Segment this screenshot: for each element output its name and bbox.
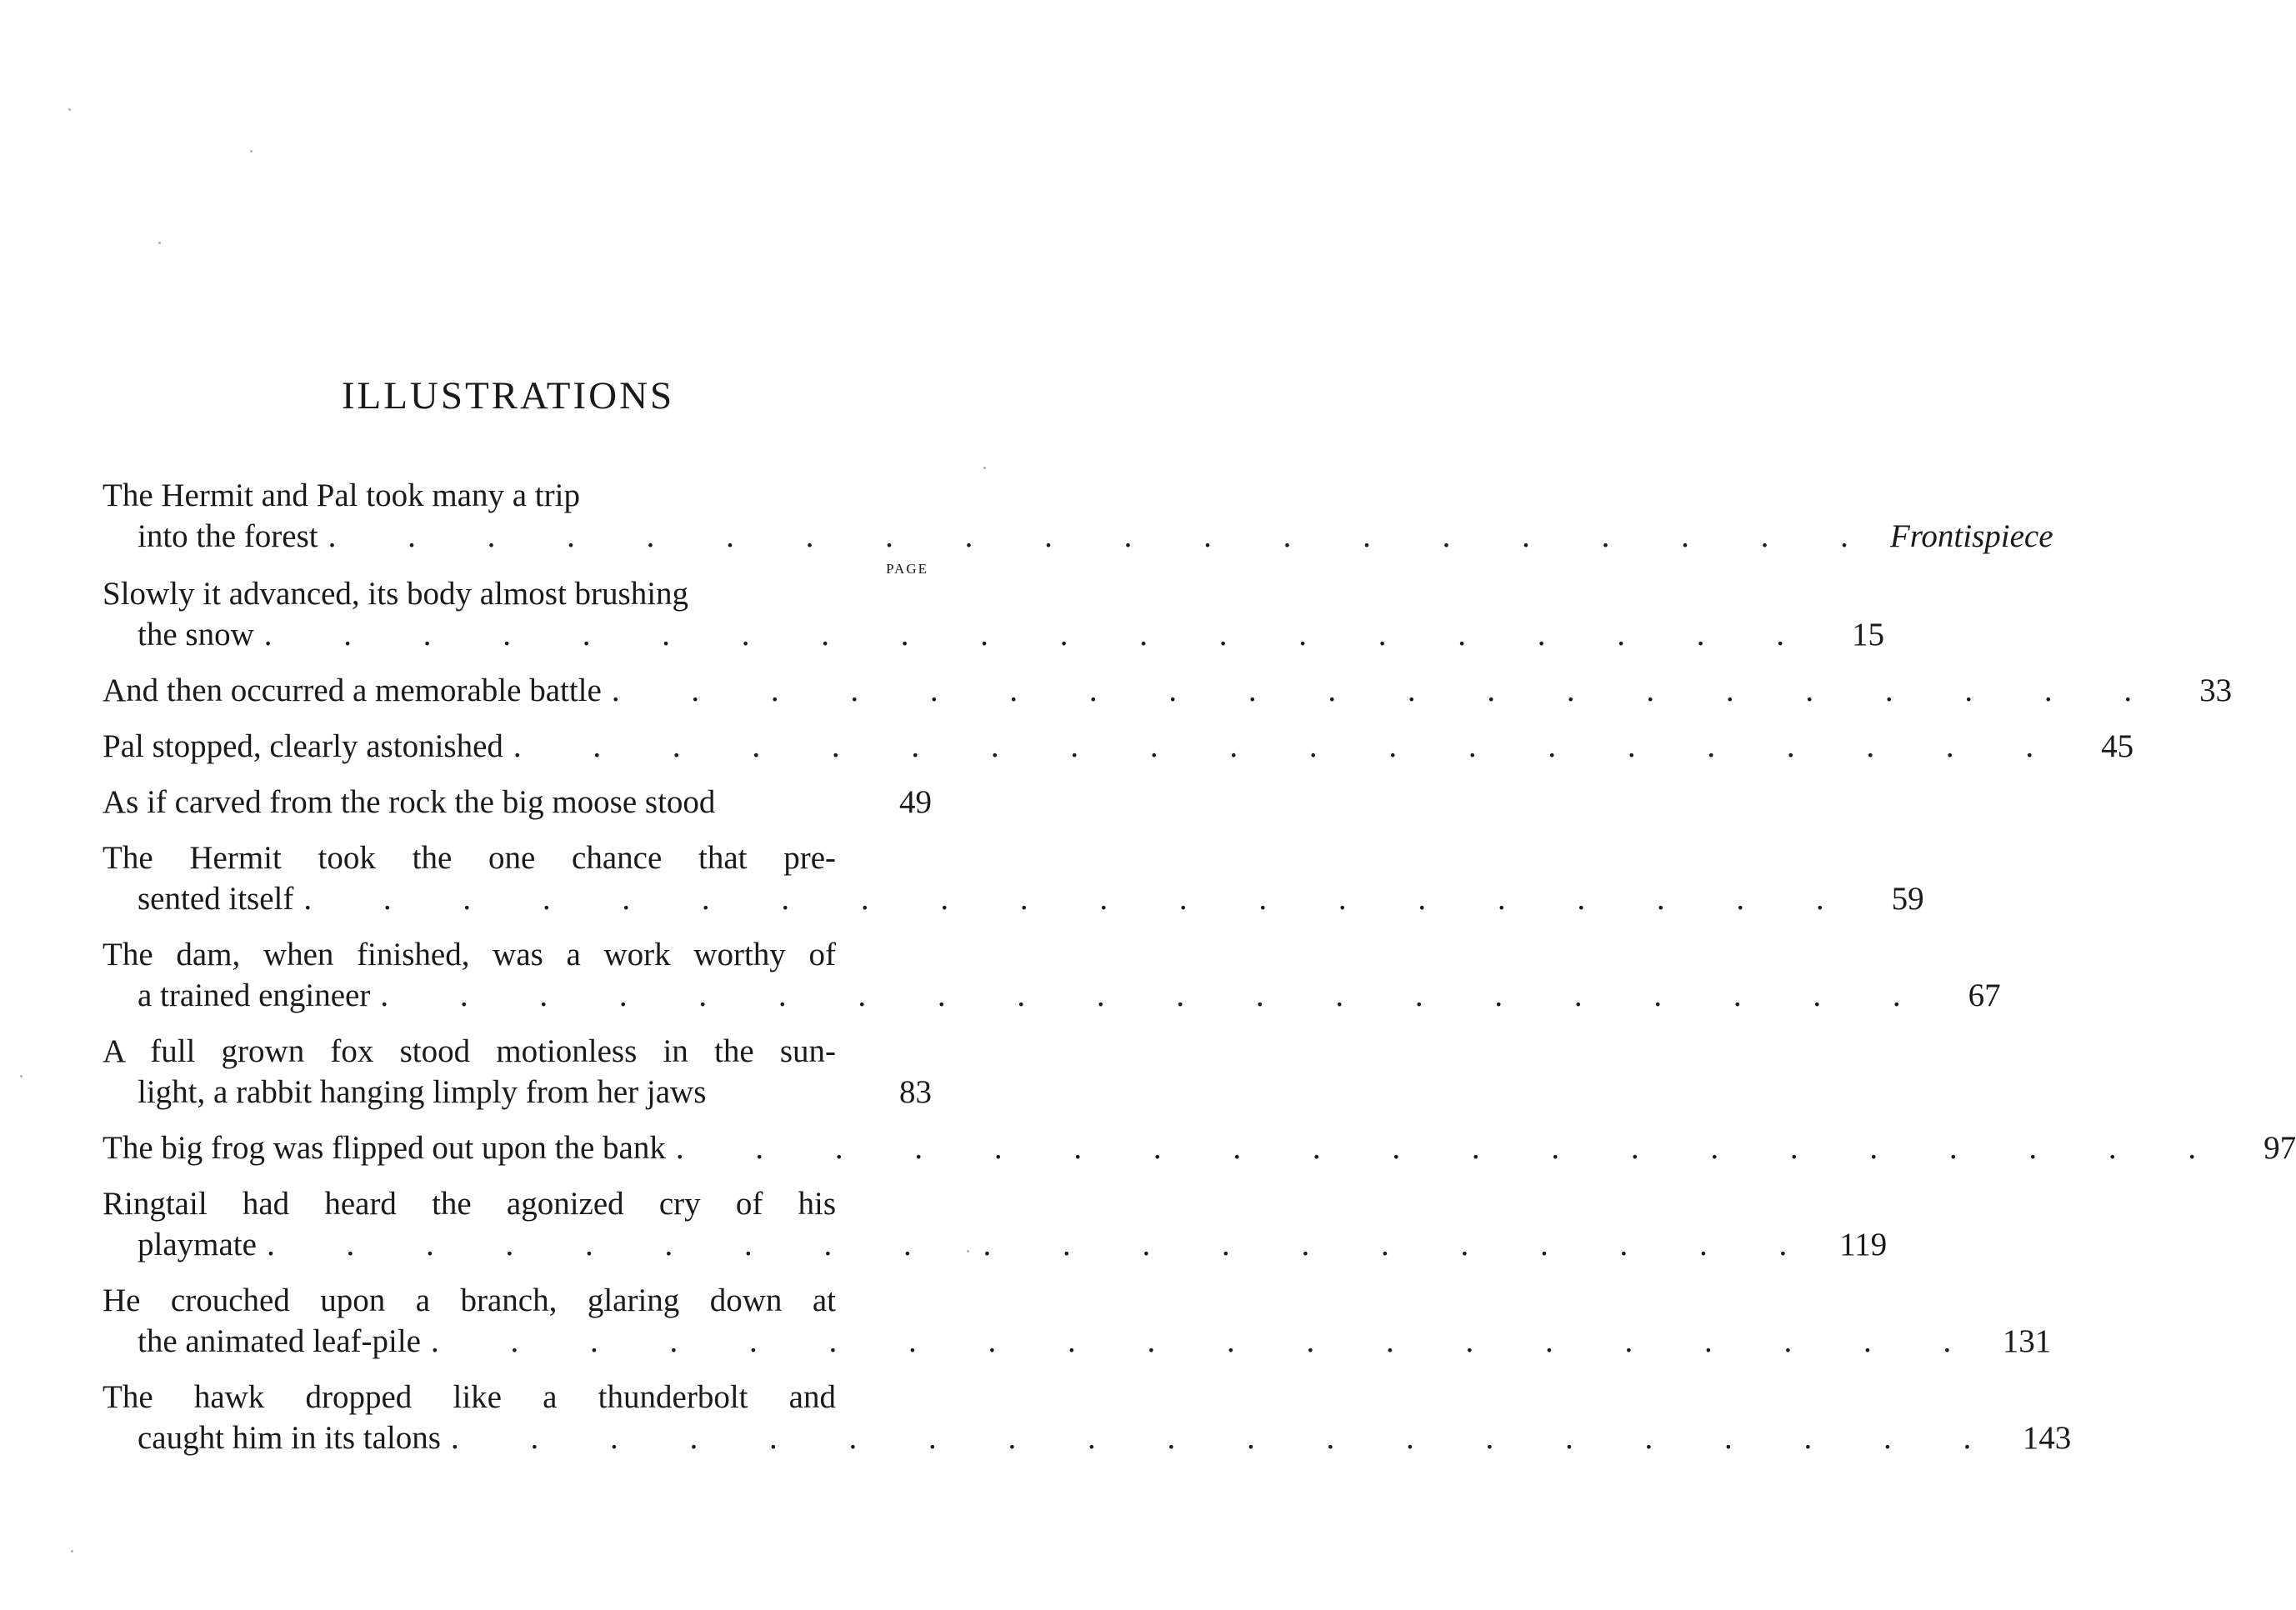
- caption-line-1: Ringtail had heard the agonized cry of his: [103, 1186, 836, 1222]
- caption-line-1: As if carved from the rock the big moose stood: [103, 784, 716, 820]
- frontispiece-label: Frontispiece: [1889, 518, 2053, 554]
- caption-line-1: And then occurred a memorable battle: [103, 672, 602, 708]
- page-number: 131: [2002, 1323, 2052, 1359]
- caption-line-1: Pal stopped, clearly astonished: [103, 728, 503, 764]
- paper-speck: [250, 150, 253, 152]
- caption-line-2: caught him in its talons: [138, 1420, 441, 1456]
- dot-leader: . . . . . . . . . . . . . . . . . . . .: [263, 617, 1816, 652]
- page-number: 97: [2263, 1130, 2296, 1166]
- caption-line-2: playmate: [138, 1227, 257, 1262]
- caption-line-2: the snow: [138, 617, 254, 652]
- paper-speck: [71, 1550, 73, 1552]
- caption-line-1: He crouched upon a branch, glaring down at: [103, 1282, 836, 1318]
- list-item: [103, 1377, 2072, 1458]
- caption-line-1: The Hermit and Pal took many a trip: [103, 478, 580, 513]
- caption-line-1: The Hermit took the one chance that pre-: [103, 840, 836, 876]
- page-title: ILLUSTRATIONS: [341, 374, 675, 418]
- caption-line-1: The hawk dropped like a thunderbolt and: [103, 1379, 836, 1415]
- list-item-frontispiece: [103, 475, 2053, 557]
- paper-speck: [983, 467, 986, 469]
- caption-line-2: into the forest: [138, 518, 318, 554]
- caption-line-1: The big frog was flipped out upon the bank: [103, 1130, 666, 1166]
- list-item: [103, 1031, 932, 1112]
- caption-line-2: a trained engineer: [138, 978, 371, 1013]
- caption-line-2: the animated leaf-pile: [138, 1323, 421, 1359]
- list-item: [103, 1183, 1888, 1265]
- dot-leader: . . . . . . . . . . . . . . . . . . . .: [303, 881, 1856, 917]
- list-item: [103, 782, 932, 822]
- dot-leader: . . . . . . . . . . . . . . . . . . . .: [513, 728, 2066, 764]
- caption-line-1: The dam, when finished, was a work worthy of: [103, 937, 836, 972]
- illustrations-list: [103, 475, 2296, 1458]
- list-item: [103, 1280, 2052, 1362]
- dot-leader: . . . . . . . . . . . . . . . . . . . .: [431, 1323, 1983, 1359]
- page-column-label: PAGE: [886, 561, 928, 577]
- paper-speck: [158, 242, 161, 244]
- caption-line-2: light, a rabbit hanging limply from her jaws: [138, 1074, 707, 1110]
- caption-line-1: A full grown fox stood motionless in the sun-: [103, 1033, 836, 1069]
- dot-leader: . . . . . . . . . . . . . . . . . . . .: [611, 672, 2164, 708]
- paper-speck: [20, 1075, 23, 1078]
- list-item: [103, 670, 2233, 711]
- dot-leader: . . . . . . . . . . . . . . . . . . . .: [266, 1227, 1819, 1262]
- page-number: 45: [2101, 728, 2134, 764]
- page-number: 49: [899, 784, 932, 820]
- list-item: [103, 838, 1924, 919]
- paper-speck: [68, 108, 71, 111]
- page-number: 83: [899, 1074, 932, 1110]
- page-number: 67: [1968, 978, 2001, 1013]
- page-number: 33: [2199, 672, 2233, 708]
- dot-leader: . . . . . . . . . . . . . . . . . . . .: [450, 1420, 2003, 1456]
- list-item: [103, 1128, 2296, 1168]
- dot-leader: . . . . . . . . . . . . . . . . . . . .: [328, 518, 1880, 554]
- caption-line-1: Slowly it advanced, its body almost brushing: [103, 576, 689, 612]
- page-number: 15: [1852, 617, 1884, 652]
- page-number: 143: [2022, 1420, 2072, 1456]
- caption-line-2: sented itself: [138, 881, 294, 917]
- page-number: 59: [1891, 881, 1924, 917]
- list-item: [103, 726, 2134, 767]
- dot-leader: . . . . . . . . . . . . . . . . . . . .: [380, 978, 1933, 1013]
- dot-leader: . . . . . . . . . . . . . . . . . . . .: [675, 1130, 2228, 1166]
- list-item: [103, 934, 2001, 1016]
- list-item: [103, 573, 1884, 655]
- page-number: 119: [1839, 1227, 1888, 1262]
